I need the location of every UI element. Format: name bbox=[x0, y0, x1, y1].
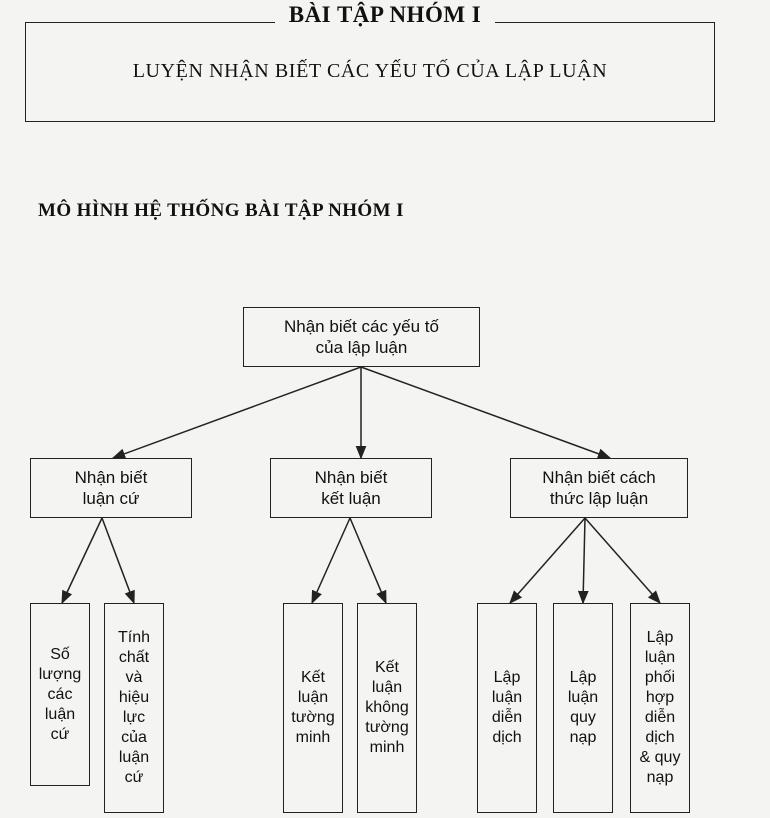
leaf-node: Kết luận tường minh bbox=[283, 603, 343, 813]
connector-arrow bbox=[350, 518, 386, 603]
branch-node-ket-luan: Nhận biết kết luận bbox=[270, 458, 432, 518]
leaf-node: Lập luận diễn dịch bbox=[477, 603, 537, 813]
connector-arrow bbox=[585, 518, 660, 603]
connector-arrow bbox=[583, 518, 585, 603]
leaf-node: Số lượng các luận cứ bbox=[30, 603, 90, 786]
group-title-text: BÀI TẬP NHÓM I bbox=[275, 2, 496, 27]
section-heading: MÔ HÌNH HỆ THỐNG BÀI TẬP NHÓM I bbox=[38, 200, 404, 221]
connector-arrow bbox=[62, 518, 102, 603]
branch-node-cach-thuc: Nhận biết cách thức lập luận bbox=[510, 458, 688, 518]
root-node: Nhận biết các yếu tố của lập luận bbox=[243, 307, 480, 367]
branch-node-luan-cu: Nhận biết luận cứ bbox=[30, 458, 192, 518]
leaf-node: Tính chất và hiệu lực của luận cứ bbox=[104, 603, 164, 813]
subtitle: LUYỆN NHẬN BIẾT CÁC YẾU TỐ CỦA LẬP LUẬN bbox=[132, 60, 608, 82]
leaf-node: Lập luận quy nạp bbox=[553, 603, 613, 813]
leaf-node: Kết luận không tường minh bbox=[357, 603, 417, 813]
connector-arrow bbox=[312, 518, 350, 603]
connector-arrow bbox=[113, 367, 361, 458]
leaf-node: Lập luận phối hợp diễn dịch & quy nạp bbox=[630, 603, 690, 813]
connector-arrow bbox=[510, 518, 585, 603]
connector-arrow bbox=[361, 367, 610, 458]
connector-arrow bbox=[102, 518, 134, 603]
